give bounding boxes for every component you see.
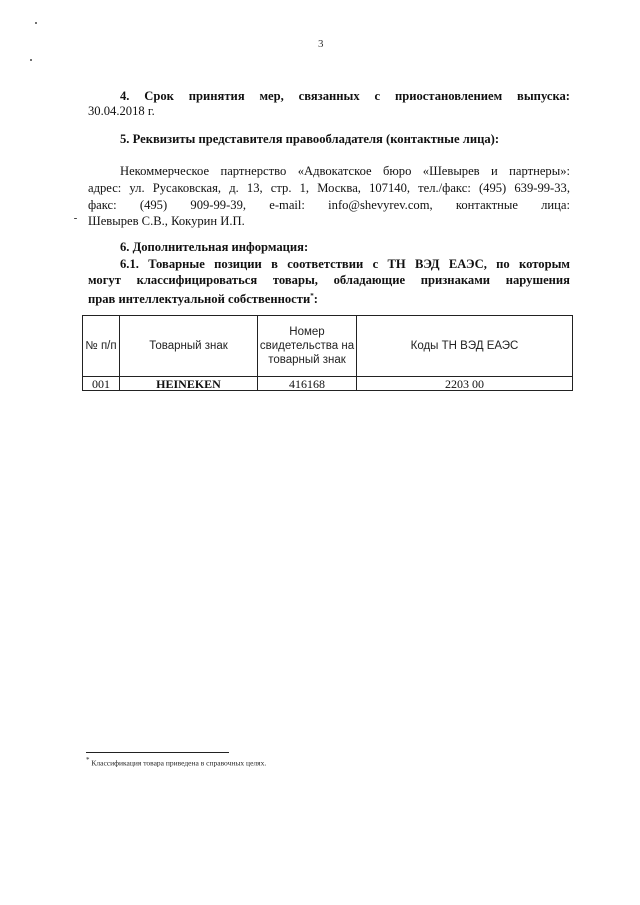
header-codes: Коды ТН ВЭД ЕАЭС	[357, 316, 573, 377]
section5-line: Некоммерческое партнерство «Адвокатское бюро «Шевырев и партнеры»:	[120, 164, 570, 178]
row-trademark: HEINEKEN	[120, 377, 258, 391]
section6-subheading: могут классифицироваться товары, обладающие признаками нарушения	[88, 273, 570, 287]
table-header-row	[83, 316, 573, 377]
scan-speck	[35, 22, 37, 24]
section6-colon: :	[313, 292, 318, 307]
section5-line: адрес: ул. Русаковская, д. 13, стр. 1, Москва, 107140, тел./факс: (495) 639-99-33,	[88, 181, 570, 195]
row-codes: 2203 00	[357, 377, 573, 391]
section6-subheading-last	[88, 288, 570, 307]
header-number: № п/п	[83, 316, 120, 377]
page-number: 3	[318, 38, 324, 50]
trademark-table	[82, 315, 573, 391]
section4-date: 30.04.2018 г.	[88, 104, 155, 118]
row-number: 001	[83, 377, 120, 391]
row-certificate: 416168	[258, 377, 357, 391]
section6-heading: 6. Дополнительная информация:	[120, 240, 309, 254]
header-trademark: Товарный знак	[120, 316, 258, 377]
footnote-text: Классификация товара приведена в справочных целях.	[91, 758, 267, 768]
table-row	[83, 377, 573, 391]
footnote-ref: *	[310, 292, 314, 300]
section5-heading: 5. Реквизиты представителя правообладателя (контактные лица):	[120, 132, 500, 146]
footnote	[86, 756, 266, 768]
scan-speck	[30, 59, 32, 61]
section4-heading: 4. Срок принятия мер, связанных с приостановлением выпуска:	[120, 89, 570, 103]
footnote-marker: *	[86, 756, 90, 764]
footnote-divider	[86, 752, 229, 753]
section5-line: факс: (495) 909-99-39, e-mail: info@shevyrev.com, контактные лица:	[88, 198, 570, 212]
scan-speck	[74, 218, 77, 219]
section6-subheading: 6.1. Товарные позиции в соответствии с ТН ВЭД ЕАЭС, по которым	[120, 257, 570, 271]
section6-subheading: прав интеллектуальной собственности	[88, 292, 311, 307]
section5-line: Шевырев С.В., Кокурин И.П.	[88, 214, 245, 228]
header-certificate: Номер свидетельства на товарный знак	[258, 316, 357, 377]
